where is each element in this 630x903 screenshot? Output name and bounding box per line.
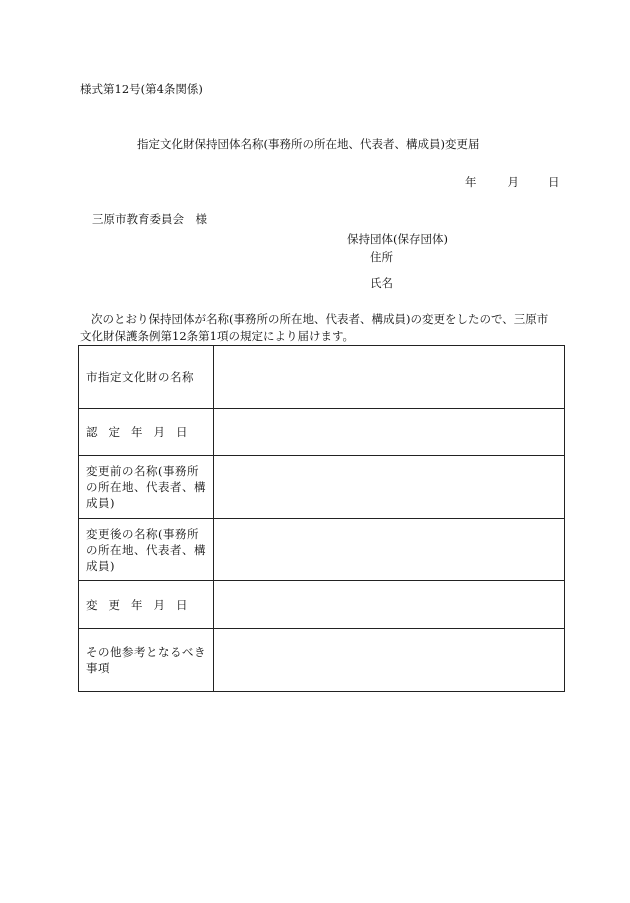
table-row <box>79 581 565 629</box>
addressee: 三原市教育委員会 様 <box>92 212 207 226</box>
row-label: 認定年月日 <box>79 409 214 456</box>
form-table <box>78 345 565 692</box>
table-row <box>79 629 565 692</box>
date-month-label: 月 <box>507 175 519 189</box>
date-day-label: 日 <box>548 175 560 189</box>
row-value-field[interactable] <box>214 456 565 519</box>
body-text: 次のとおり保持団体が名称(事務所の所在地、代表者、構成員)の変更をしたので、三原市文化財保護条例第12条第1項の規定により届けます。 <box>80 312 549 343</box>
row-value-field[interactable] <box>214 346 565 409</box>
row-label: 変更年月日 <box>79 581 214 629</box>
row-value-field[interactable] <box>214 409 565 456</box>
row-value-field[interactable] <box>214 519 565 581</box>
row-label: その他参考となるべき事項 <box>79 629 214 692</box>
row-label: 市指定文化財の名称 <box>79 346 214 409</box>
table-row <box>79 346 565 409</box>
table-row <box>79 409 565 456</box>
table-row <box>79 456 565 519</box>
document-title: 指定文化財保持団体名称(事務所の所在地、代表者、構成員)変更届 <box>137 137 480 151</box>
applicant-org-label: 保持団体(保存団体) <box>347 232 448 246</box>
date-line <box>465 175 560 189</box>
date-year-label: 年 <box>465 175 477 189</box>
applicant-name-label: 氏名 <box>370 276 393 290</box>
row-label: 変更前の名称(事務所の所在地、代表者、構成員) <box>79 456 214 519</box>
row-value-field[interactable] <box>214 581 565 629</box>
form-number: 様式第12号(第4条関係) <box>80 82 203 96</box>
applicant-address-label: 住所 <box>370 250 393 264</box>
row-value-field[interactable] <box>214 629 565 692</box>
row-label: 変更後の名称(事務所の所在地、代表者、構成員) <box>79 519 214 581</box>
table-row <box>79 519 565 581</box>
